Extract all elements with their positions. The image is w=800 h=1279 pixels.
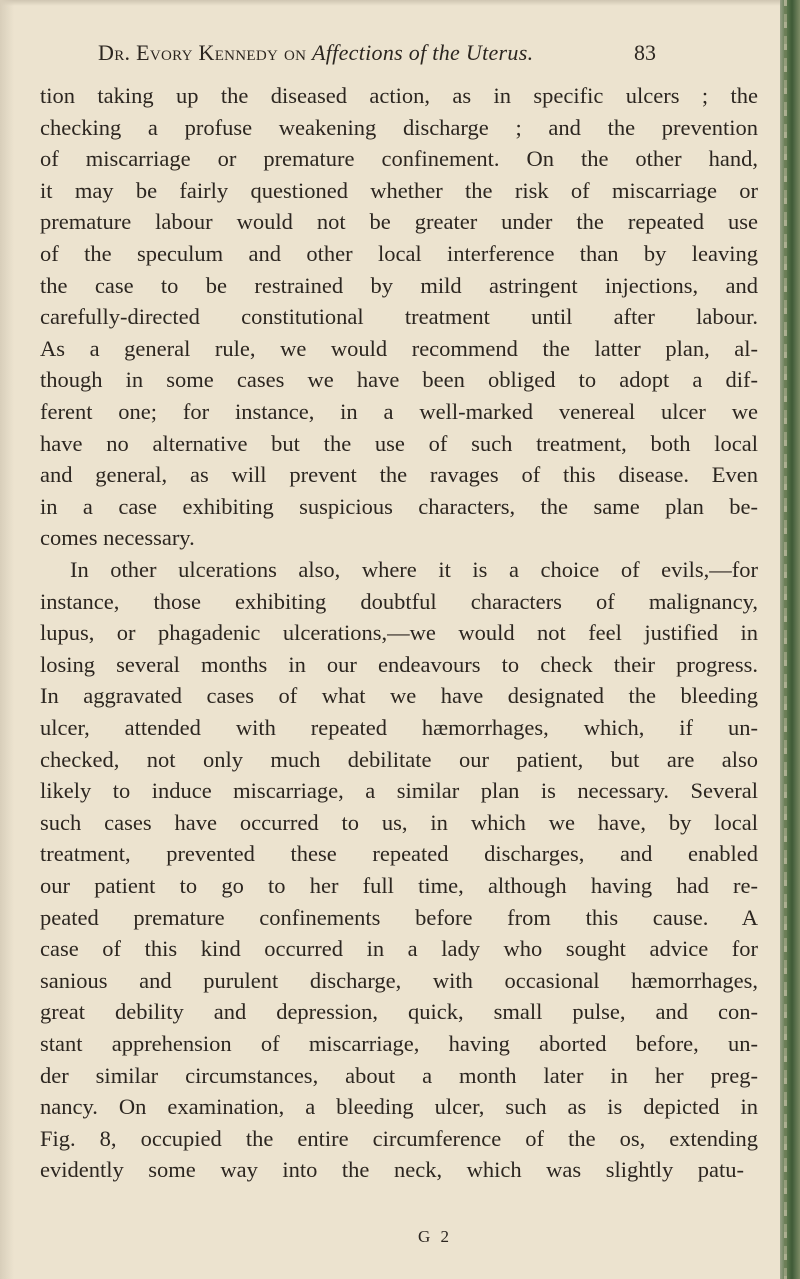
- text-line: der similar circumstances, about a month later in her preg-: [40, 1062, 758, 1088]
- running-head-author: Dr. Evory Kennedy on: [98, 40, 313, 65]
- text-line: in a case exhibiting suspicious characters, the same plan be-: [40, 493, 758, 519]
- text-line: evidently some way into the neck, which was slightly patu-: [40, 1157, 744, 1183]
- page-gutter-shadow: [0, 0, 14, 1279]
- text-line: losing several months in our endeavours to check their progress.: [40, 651, 758, 677]
- text-line: have no alternative but the use of such treatment, both local: [40, 430, 758, 456]
- text-line: our patient to go to her full time, although having had re-: [40, 873, 758, 898]
- text-line: checking a profuse weakening discharge ; and the prevention: [40, 114, 758, 140]
- text-line: lupus, or phagadenic ulcerations,—we would not feel justified in: [40, 620, 758, 646]
- text-line: great debility and depression, quick, small pulse, and con-: [40, 999, 758, 1025]
- signature-mark: G 2: [418, 1227, 453, 1246]
- text-line: treatment, prevented these repeated discharges, and enabled: [40, 841, 758, 867]
- text-line: In other ulcerations also, where it is a choice of evils,—for: [70, 557, 758, 582]
- text-line: nancy. On examination, a bleeding ulcer, such as is depicted in: [40, 1094, 758, 1120]
- text-line: sanious and purulent discharge, with occasional hæmorrhages,: [40, 967, 758, 993]
- text-line: ferent one; for instance, in a well-marked venereal ulcer we: [40, 399, 758, 424]
- page-top-edge: [0, 0, 780, 6]
- text-line: checked, not only much debilitate our patient, but are also: [40, 746, 758, 772]
- text-line: In aggravated cases of what we have designated the bleeding: [40, 683, 758, 709]
- text-line: comes necessary.: [40, 525, 195, 551]
- book-binding-edge: [780, 0, 800, 1279]
- text-line: of the speculum and other local interference than by leaving: [40, 241, 758, 266]
- text-line: Fig. 8, occupied the entire circumference of the os, extending: [40, 1125, 758, 1151]
- text-line: the case to be restrained by mild astringent injections, and: [40, 272, 758, 298]
- text-line: instance, those exhibiting doubtful characters of malignancy,: [40, 588, 758, 614]
- text-line: of miscarriage or premature confinement. On the other hand,: [40, 146, 758, 172]
- running-head: [98, 40, 533, 66]
- text-line: though in some cases we have been obliged to adopt a dif-: [40, 367, 758, 393]
- page-header: [40, 40, 770, 70]
- text-line: stant apprehension of miscarriage, having aborted before, un-: [40, 1031, 758, 1056]
- page-number: 83: [634, 40, 656, 65]
- text-line: premature labour would not be greater under the repeated use: [40, 209, 758, 235]
- text-line: ulcer, attended with repeated hæmorrhages, which, if un-: [40, 715, 758, 740]
- text-line: such cases have occurred to us, in which we have, by local: [40, 809, 758, 835]
- text-line: As a general rule, we would recommend the latter plan, al-: [40, 335, 758, 361]
- text-line: tion taking up the diseased action, as in specific ulcers ; the: [40, 83, 758, 108]
- text-line: peated premature confinements before from this cause. A: [40, 904, 758, 930]
- text-line: and general, as will prevent the ravages of this disease. Even: [40, 462, 758, 488]
- text-line: case of this kind occurred in a lady who sought advice for: [40, 936, 758, 962]
- text-line: carefully-directed constitutional treatment until after labour.: [40, 304, 758, 330]
- text-line: it may be fairly questioned whether the risk of miscarriage or: [40, 177, 758, 203]
- text-line: likely to induce miscarriage, a similar plan is necessary. Several: [40, 778, 758, 804]
- running-head-title: Affections of the Uterus.: [312, 40, 534, 65]
